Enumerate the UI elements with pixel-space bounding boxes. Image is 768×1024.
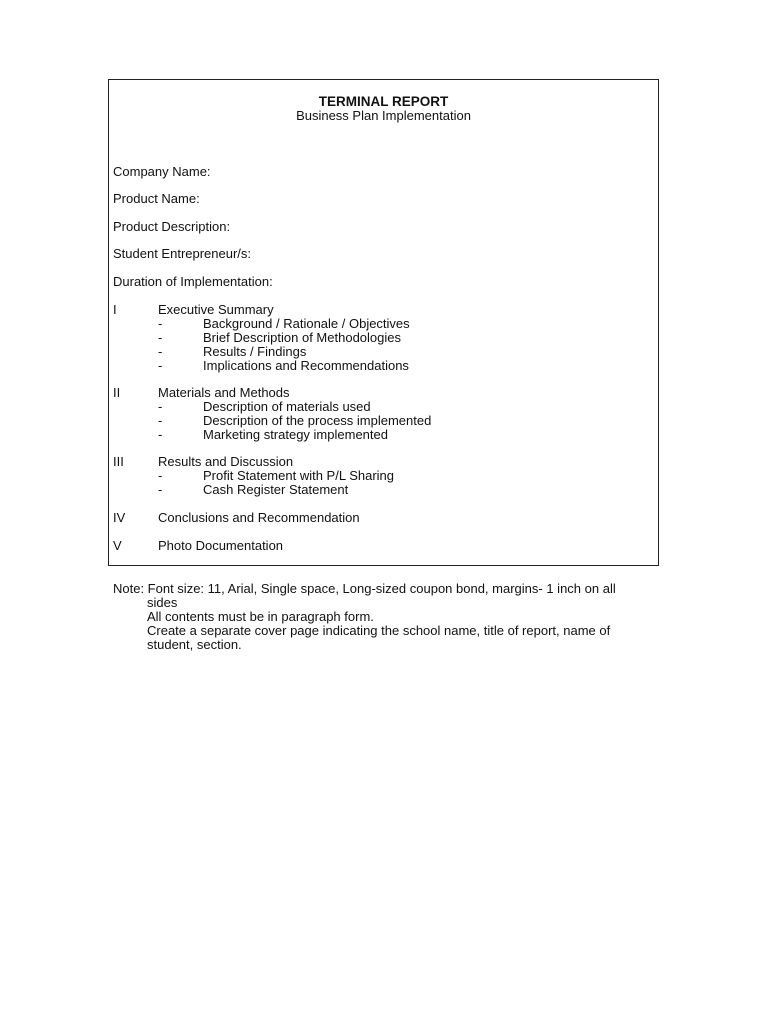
section-results-discussion: [113, 455, 653, 497]
note-line: student, section.: [147, 637, 242, 652]
list-item: [113, 331, 653, 345]
section-heading: [113, 455, 653, 469]
section-title: Executive Summary: [158, 302, 274, 317]
section-heading: [113, 511, 653, 525]
list-item-text: Implications and Recommendations: [203, 358, 409, 373]
dash-bullet: -: [158, 399, 163, 414]
section-materials-methods: [113, 386, 653, 442]
list-item-text: Brief Description of Methodologies: [203, 330, 401, 345]
dash-bullet: -: [158, 316, 163, 331]
report-title: TERMINAL REPORT: [318, 94, 449, 109]
section-numeral: V: [113, 538, 122, 553]
field-company-name: Company Name:: [113, 164, 211, 179]
list-item-text: Profit Statement with P/L Sharing: [203, 468, 395, 483]
section-heading: [113, 539, 653, 553]
field-duration: Duration of Implementation:: [113, 274, 273, 289]
list-item-text: Cash Register Statement: [203, 482, 349, 497]
report-subtitle: Business Plan Implementation: [296, 108, 471, 123]
list-item-text: Marketing strategy implemented: [203, 427, 388, 442]
list-item: [113, 469, 653, 483]
list-item-text: Results / Findings: [203, 344, 307, 359]
note-line: Create a separate cover page indicating the school name, title of report, name of: [147, 623, 611, 638]
dash-bullet: -: [158, 413, 163, 428]
field-student-entrepreneurs: Student Entrepreneur/s:: [113, 246, 252, 261]
section-numeral: III: [113, 454, 124, 469]
list-item: [113, 428, 653, 442]
section-title: Photo Documentation: [158, 538, 284, 553]
field-product-name: Product Name:: [113, 191, 200, 206]
section-title: Results and Discussion: [158, 454, 294, 469]
list-item: [113, 359, 653, 373]
list-item-text: Background / Rationale / Objectives: [203, 316, 410, 331]
note-line: All contents must be in paragraph form.: [147, 609, 374, 624]
dash-bullet: -: [158, 482, 163, 497]
section-numeral: I: [113, 302, 117, 317]
note-line: Note: Font size: 11, Arial, Single space, Long-sized coupon bond, margins- 1 inch on all: [113, 581, 616, 596]
section-conclusions: [113, 511, 653, 525]
section-title: Conclusions and Recommendation: [158, 510, 360, 525]
section-executive-summary: [113, 303, 653, 373]
report-outline-box: [108, 79, 659, 566]
list-item: [113, 483, 653, 497]
list-item: [113, 317, 653, 331]
section-heading: [113, 386, 653, 400]
dash-bullet: -: [158, 344, 163, 359]
section-numeral: II: [113, 385, 121, 400]
list-item: [113, 345, 653, 359]
list-item-text: Description of the process implemented: [203, 413, 432, 428]
formatting-note: [113, 582, 658, 652]
section-heading: [113, 303, 653, 317]
section-photo-documentation: [113, 539, 653, 553]
field-product-description: Product Description:: [113, 219, 231, 234]
note-line: sides: [147, 595, 178, 610]
section-numeral: IV: [113, 510, 126, 525]
dash-bullet: -: [158, 427, 163, 442]
list-item: [113, 414, 653, 428]
dash-bullet: -: [158, 330, 163, 345]
dash-bullet: -: [158, 468, 163, 483]
list-item-text: Description of materials used: [203, 399, 371, 414]
section-title: Materials and Methods: [158, 385, 290, 400]
list-item: [113, 400, 653, 414]
dash-bullet: -: [158, 358, 163, 373]
